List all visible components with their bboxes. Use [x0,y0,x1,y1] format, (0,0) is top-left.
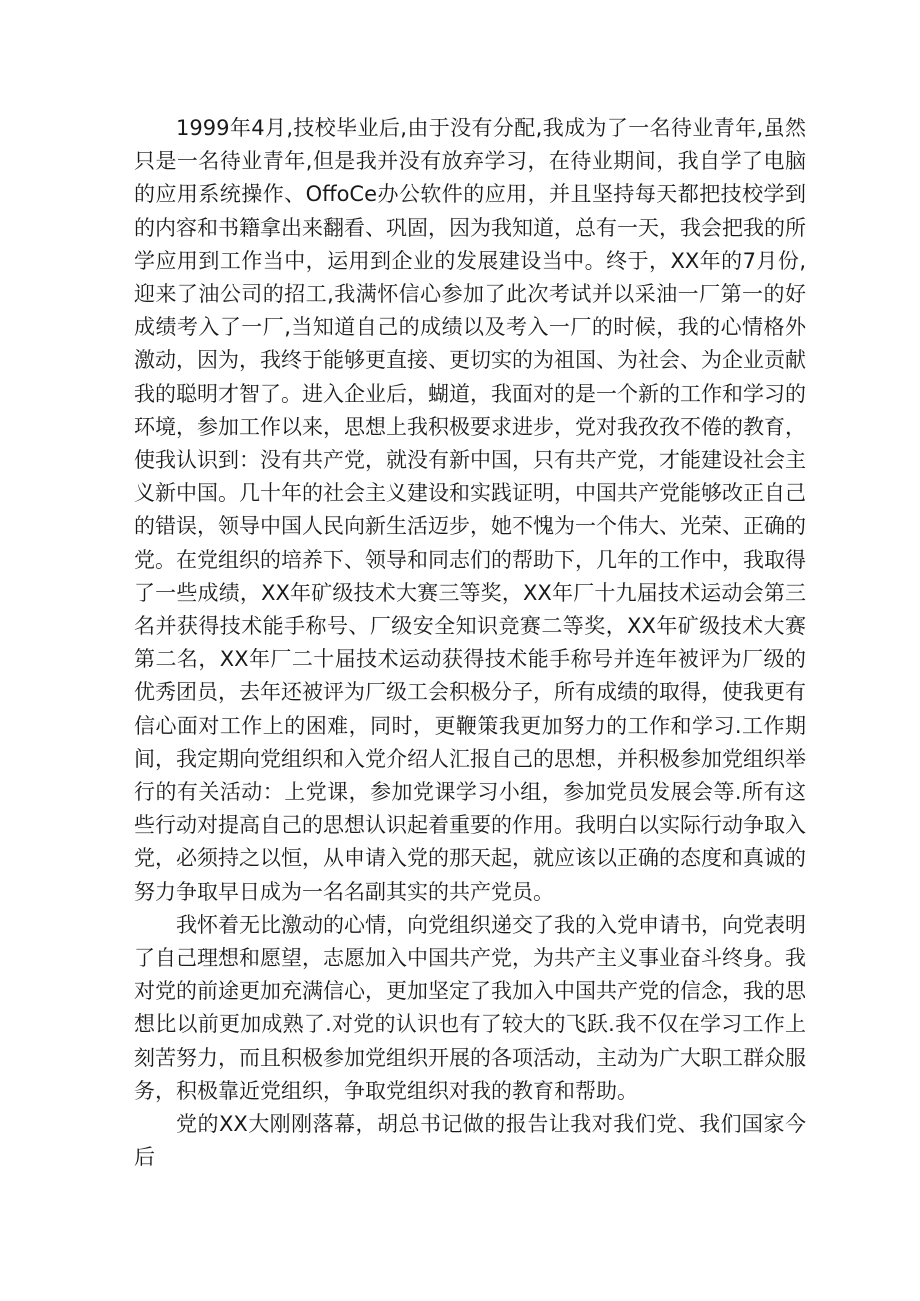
paragraph-3: 党的XX大刚刚落幕，胡总书记做的报告让我对我们党、我们国家今后 [134,1112,806,1170]
paragraph-1: 1999年4月,技校毕业后,由于没有分配,我成为了一名待业青年,虽然只是一名待业青年,但是我并没有放弃学习，在待业期间，我自学了电脑的应用系统操作、OffoCe办公软件的应用，并且坚持每天都把技校学到的内容和书籍拿出来翻看、巩固，因为我知道，总有一天，我会把我的所学应用到工作当中，运用到企业的发展建设当中。终于，XX年的7月份,迎来了油公司的招工,我满怀信心参加了此次考试并以采油一厂第一的好成绩考入了一厂,当知道自己的成绩以及考入一厂的时候，我的心情格外激动，因为，我终于能够更直接、更切实的为祖国、为社会、为企业贡献我的聪明才智了。进入企业后，蝴道，我面对的是一个新的工作和学习的环境，参加工作以来，思想上我积极要求进步，党对我孜孜不倦的教育，使我认识到：没有共产党，就没有新中国，只有共产党，才能建设社会主义新中国。几十年的社会主义建设和实践证明，中国共产党能够改正自己的错误，领导中国人民向新生活迈步，她不愧为一个伟大、光荣、正确的党。在党组织的培养下、领导和同志们的帮助下，几年的工作中，我取得了一些成绩，XX年矿级技术大赛三等奖，XX年厂十九届技术运动会第三名并获得技术能手称号、厂级安全知识竞赛二等奖，XX年矿级技术大赛第二名，XX年厂二十届技术运动获得技术能手称号并连年被评为厂级的优秀团员，去年还被评为厂级工会积极分子，所有成绩的取得，使我更有信心面对工作上的困难，同时，更鞭策我更加努力的工作和学习.工作期间，我定期向党组织和入党介绍人汇报自己的思想，并积极参加党组织举行的有关活动：上党课，参加党课学习小组，参加党员发展会等.所有这些行动对提高自己的思想认识起着重要的作用。我明白以实际行动争取入党，必须持之以恒，从申请入党的那天起，就应该以正确的态度和真诚的努力争取早日成为一名名副其实的共产党员。 [134,116,806,904]
paragraph-2: 我怀着无比激动的心情，向党组织递交了我的入党申请书，向党表明了自己理想和愿望，志愿加入中国共产党，为共产主义事业奋斗终身。我对党的前途更加充满信心，更加坚定了我加入中国共产党的信念，我的思想比以前更加成熟了.对党的认识也有了较大的飞跃.我不仅在学习工作上刻苦努力，而且积极参加党组织开展的各项活动，主动为广大职工群众服务，积极靠近党组织，争取党组织对我的教育和帮助。 [134,912,806,1103]
document-body [134,112,806,1175]
